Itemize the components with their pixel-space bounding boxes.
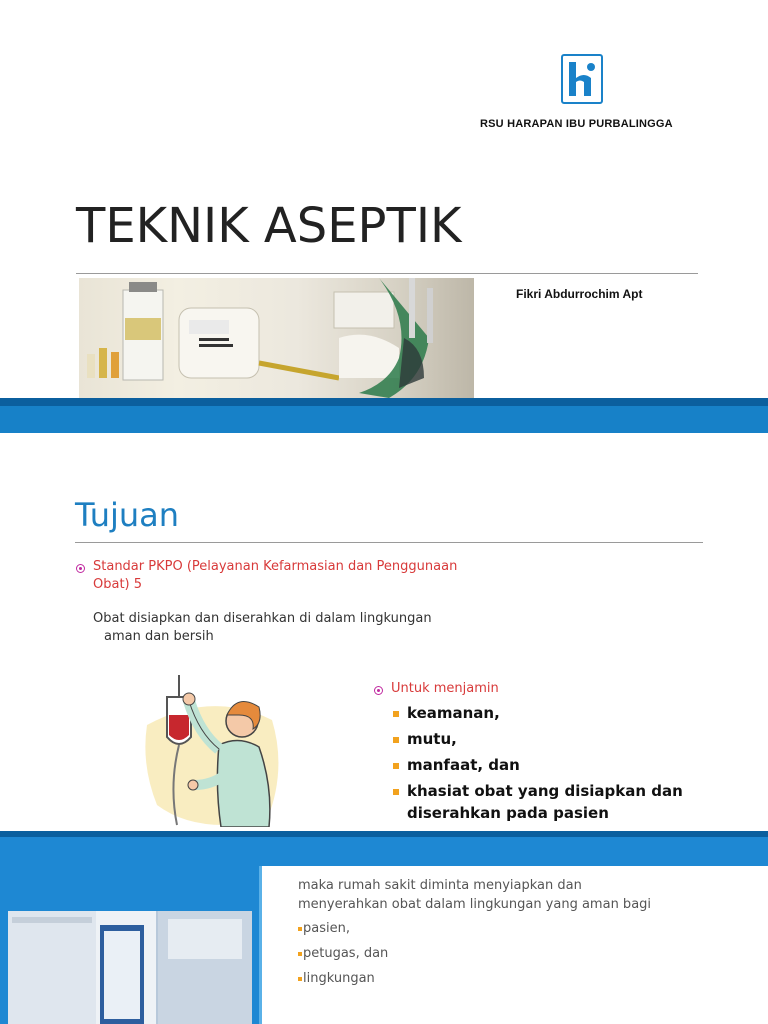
footer-band bbox=[0, 406, 768, 433]
list-item: lingkungan bbox=[303, 971, 375, 986]
author-name: Fikri Abdurrochim Apt bbox=[516, 287, 643, 301]
standard-line-1: Standar PKPO (Pelayanan Kefarmasian dan Penggunaan bbox=[93, 559, 458, 574]
list-item: manfaat, dan bbox=[407, 756, 520, 774]
medical-supplies-photo bbox=[79, 278, 474, 398]
title-divider bbox=[76, 273, 698, 274]
slide-environment bbox=[0, 837, 768, 1024]
bullet-square-icon bbox=[393, 711, 399, 717]
bullet-square-icon bbox=[298, 977, 302, 981]
list-item: petugas, dan bbox=[303, 946, 389, 961]
page-title: TEKNIK ASEPTIK bbox=[76, 198, 462, 254]
laminar-flow-cabinet-photo bbox=[8, 911, 252, 1024]
ensure-heading: Untuk menjamin bbox=[391, 681, 499, 696]
standard-line-2: Obat) 5 bbox=[93, 577, 143, 592]
footer-band-dark bbox=[0, 398, 768, 406]
bullet-circle-icon bbox=[76, 564, 85, 573]
list-item: keamanan, bbox=[407, 704, 500, 722]
bullet-square-icon bbox=[393, 737, 399, 743]
paragraph-line-2: menyerahkan obat dalam lingkungan yang aman bagi bbox=[298, 897, 652, 912]
list-item: pasien, bbox=[303, 921, 350, 936]
hospital-name: RSU HARAPAN IBU PURBALINGGA bbox=[480, 118, 673, 130]
paragraph-line-1: maka rumah sakit diminta menyiapkan dan bbox=[298, 878, 582, 893]
bullet-square-icon bbox=[298, 952, 302, 956]
paragraph-line-2: aman dan bersih bbox=[104, 629, 214, 644]
hospital-logo-icon bbox=[561, 54, 603, 104]
nurse-clipart bbox=[135, 675, 285, 827]
bullet-square-icon bbox=[393, 763, 399, 769]
bullet-square-icon bbox=[393, 789, 399, 795]
slide-tujuan bbox=[0, 433, 768, 831]
list-item: diserahkan pada pasien bbox=[407, 804, 609, 822]
title-divider bbox=[75, 542, 703, 543]
list-item: mutu, bbox=[407, 730, 457, 748]
list-item: khasiat obat yang disiapkan dan bbox=[407, 782, 683, 800]
bullet-circle-icon bbox=[374, 686, 383, 695]
bullet-square-icon bbox=[298, 927, 302, 931]
slide-title bbox=[0, 0, 768, 433]
panel-accent-bar bbox=[259, 866, 262, 1024]
paragraph-line-1: Obat disiapkan dan diserahkan di dalam lingkungan bbox=[93, 611, 432, 626]
content-panel bbox=[259, 866, 768, 1024]
slide-title: Tujuan bbox=[75, 496, 180, 534]
